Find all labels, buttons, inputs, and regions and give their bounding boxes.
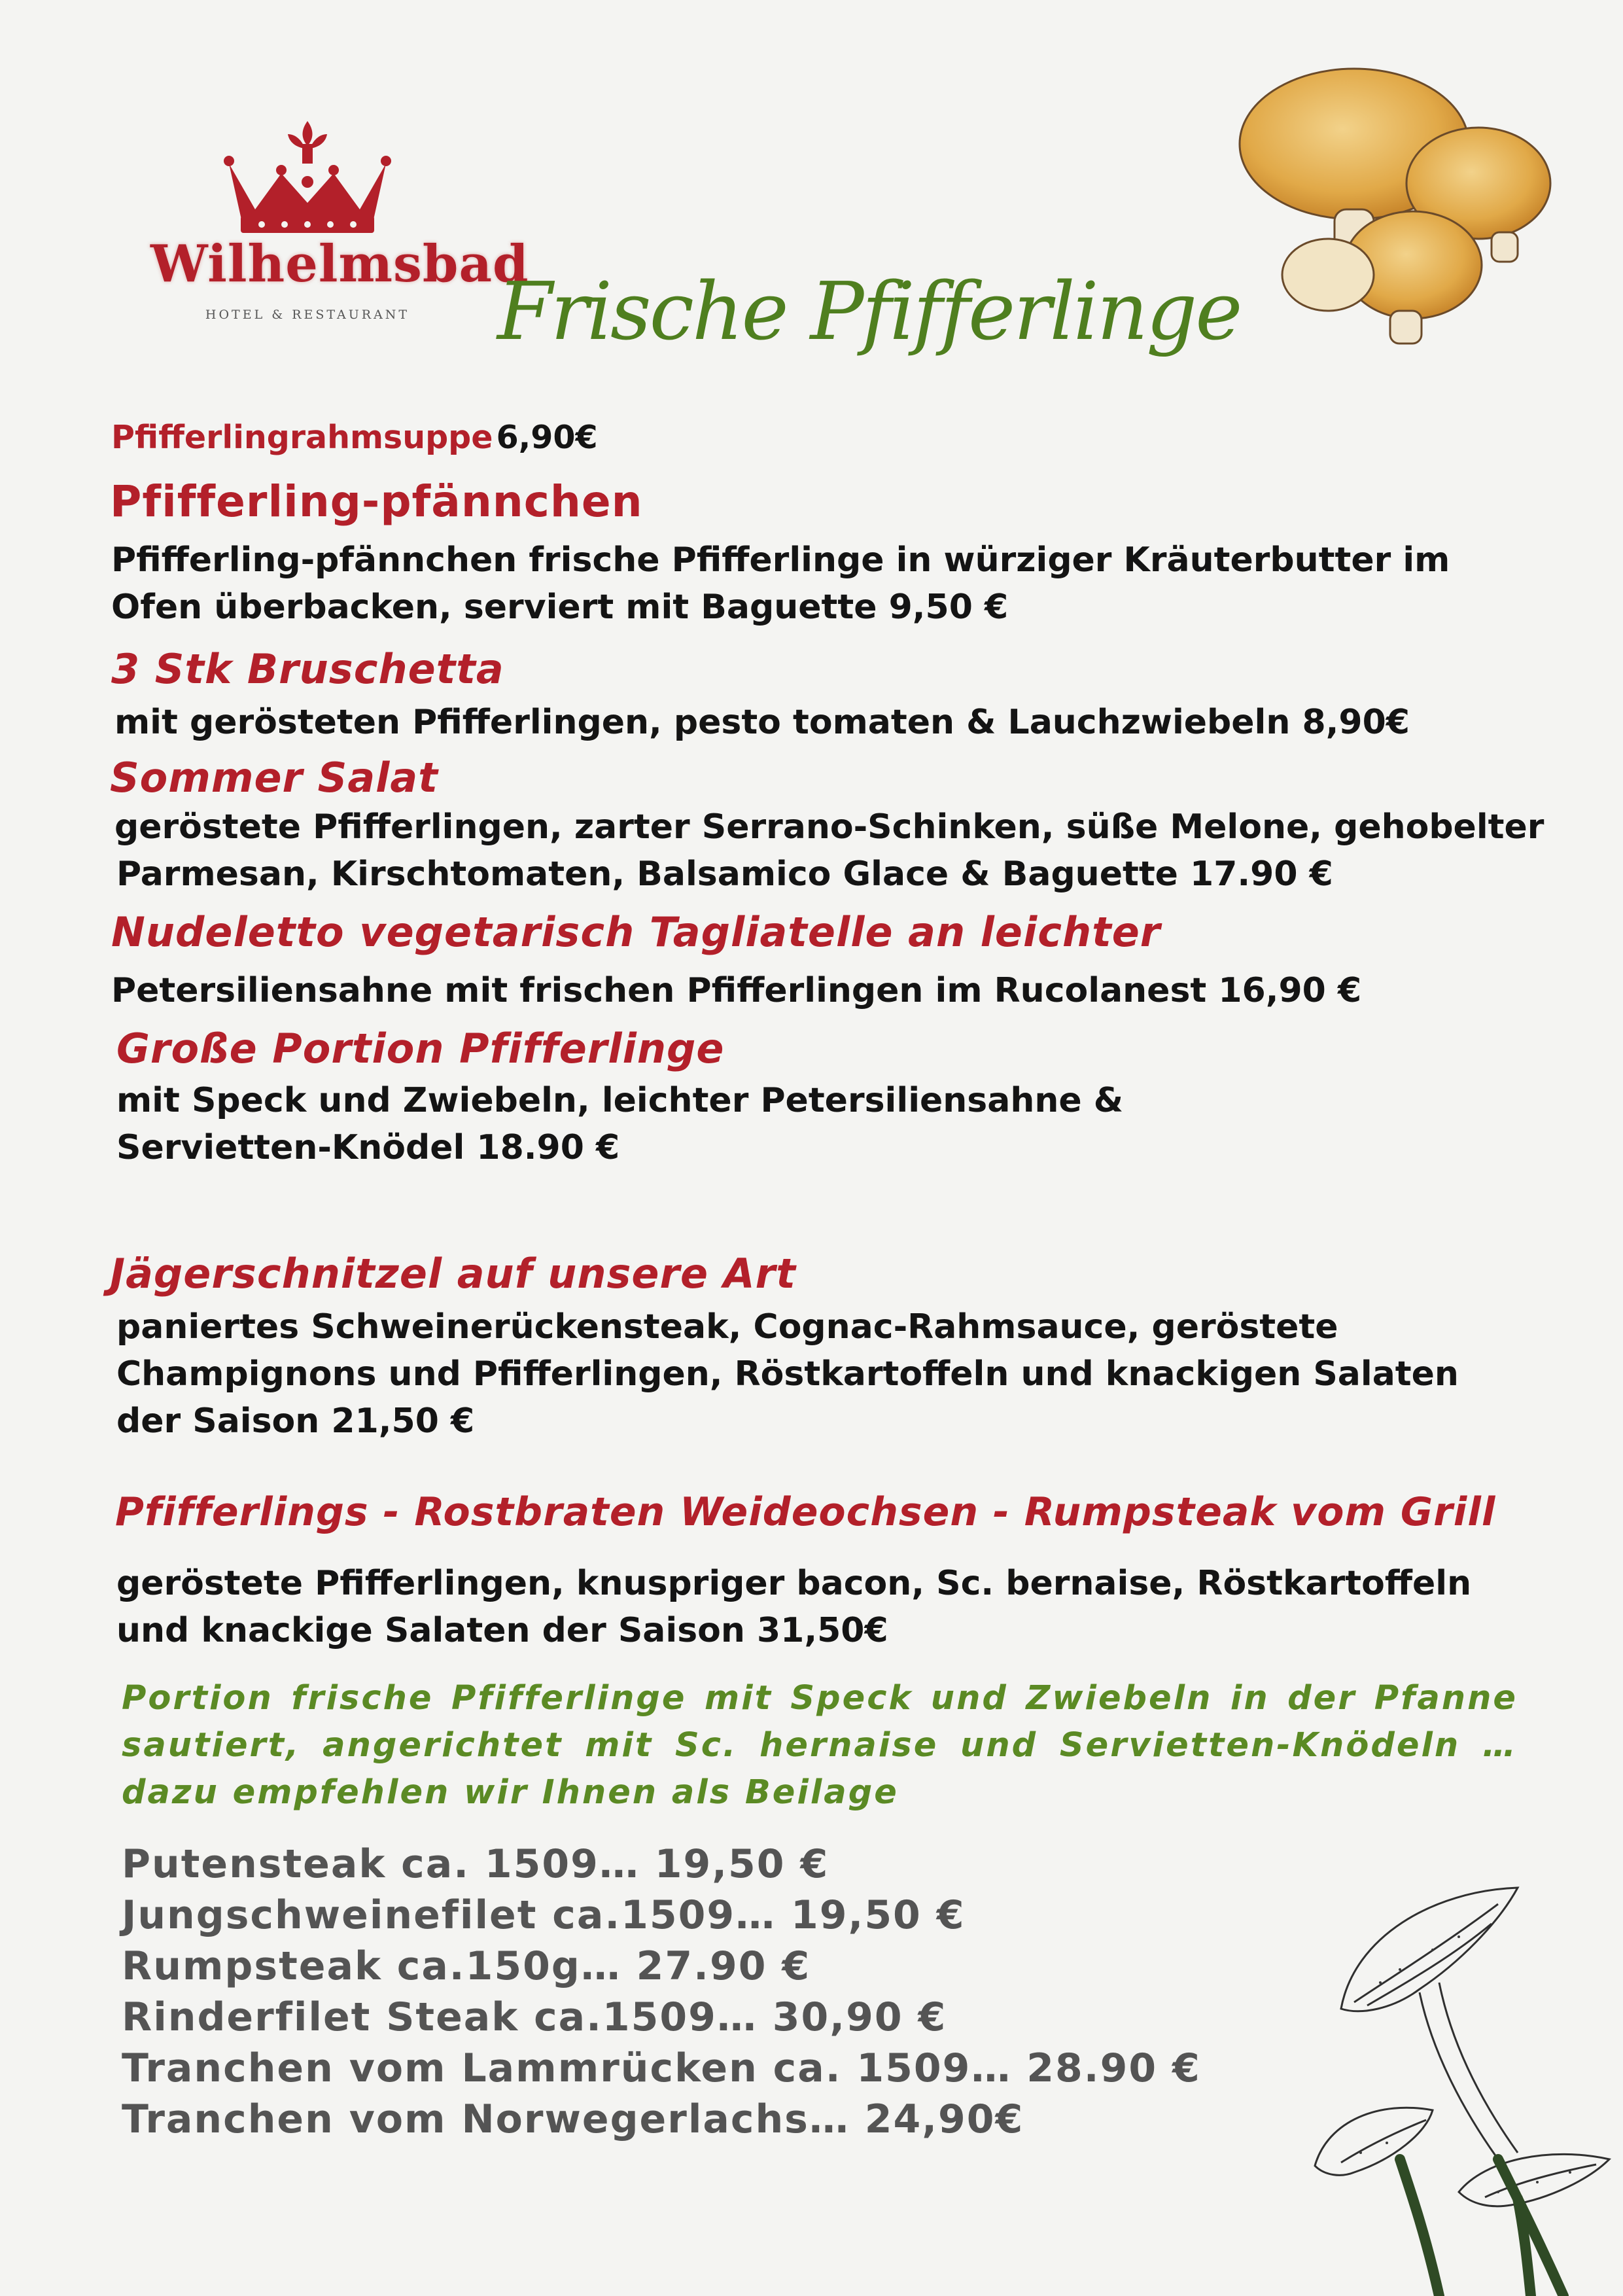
list-item: Tranchen vom Norwegerlachs… 24,90€	[122, 2096, 1024, 2142]
logo-subtitle: HOTEL & RESTAURANT	[205, 308, 410, 322]
item-description: Parmesan, Kirschtomaten, Balsamico Glace & Baguette 17.90 €	[116, 855, 1333, 894]
hotel-logo	[150, 118, 529, 327]
item-description: mit Speck und Zwiebeln, leichter Petersiliensahne &	[116, 1081, 1124, 1120]
item-description: und knackige Salaten der Saison 31,50€	[116, 1611, 888, 1650]
item-description: Pfifferling-pfännchen frische Pfifferlinge in würziger Kräuterbutter im	[111, 540, 1450, 580]
list-item: Rinderfilet Steak ca.1509… 30,90 €	[122, 1994, 947, 2040]
item-description: Ofen überbacken, serviert mit Baguette 9,50 €	[111, 588, 1009, 627]
crown-icon	[150, 118, 464, 236]
item-description: Servietten-Knödel 18.90 €	[116, 1128, 620, 1167]
mushroom-illustration	[1223, 59, 1563, 353]
item-description: der Saison 21,50 €	[116, 1402, 475, 1441]
list-item: Tranchen vom Lammrücken ca. 1509… 28.90 €	[122, 2045, 1201, 2091]
item-name: 3 Stk Bruschetta	[111, 645, 504, 693]
steak-list	[122, 1839, 1201, 2145]
list-item: Jungschweinefilet ca.1509… 19,50 €	[122, 1892, 966, 1938]
list-item: Putensteak ca. 1509… 19,50 €	[122, 1841, 829, 1887]
item-name: Pfifferlings - Rostbraten Weideochsen - Rumpsteak vom Grill	[115, 1489, 1496, 1535]
item-name: Große Portion Pfifferlinge	[116, 1025, 725, 1072]
list-item: Rumpsteak ca.150g… 27.90 €	[122, 1943, 811, 1989]
item-description: mit gerösteten Pfifferlingen, pesto tomaten & Lauchzwiebeln 8,90€	[114, 703, 1410, 742]
item-name: Jägerschnitzel auf unsere Art	[110, 1250, 796, 1298]
menu-item-soup	[111, 419, 598, 456]
item-name: Pfifferling-pfännchen	[110, 476, 643, 527]
item-name: Sommer Salat	[110, 754, 438, 802]
page-title: Frische Pfifferlinge	[497, 265, 1241, 358]
item-name: Pfifferlingrahmsuppe	[111, 419, 493, 456]
item-name: Nudeletto vegetarisch Tagliatelle an leichter	[111, 908, 1161, 956]
item-description: geröstete Pfifferlingen, knuspriger bacon, Sc. bernaise, Röstkartoffeln	[116, 1564, 1472, 1603]
item-description: Petersiliensahne mit frischen Pfifferlingen im Rucolanest 16,90 €	[111, 971, 1362, 1010]
item-description: geröstete Pfifferlingen, zarter Serrano-Schinken, süße Melone, gehobelter	[114, 807, 1544, 847]
logo-wordmark: Wilhelmsbad	[150, 234, 529, 294]
item-price: 6,90€	[496, 419, 598, 456]
chanterelle-illustration	[1302, 1884, 1623, 2296]
side-dish-note: Portion frische Pfifferlinge mit Speck und Zwiebeln in der Pfanne sautiert, angerichtet mit Sc. hernaise und Servietten-Knödeln … dazu empfehlen wir Ihnen als Beilage	[122, 1679, 1518, 1812]
item-description: Champignons und Pfifferlingen, Röstkartoffeln und knackigen Salaten	[116, 1354, 1459, 1394]
item-description: paniertes Schweinerückensteak, Cognac-Rahmsauce, geröstete	[116, 1307, 1338, 1347]
